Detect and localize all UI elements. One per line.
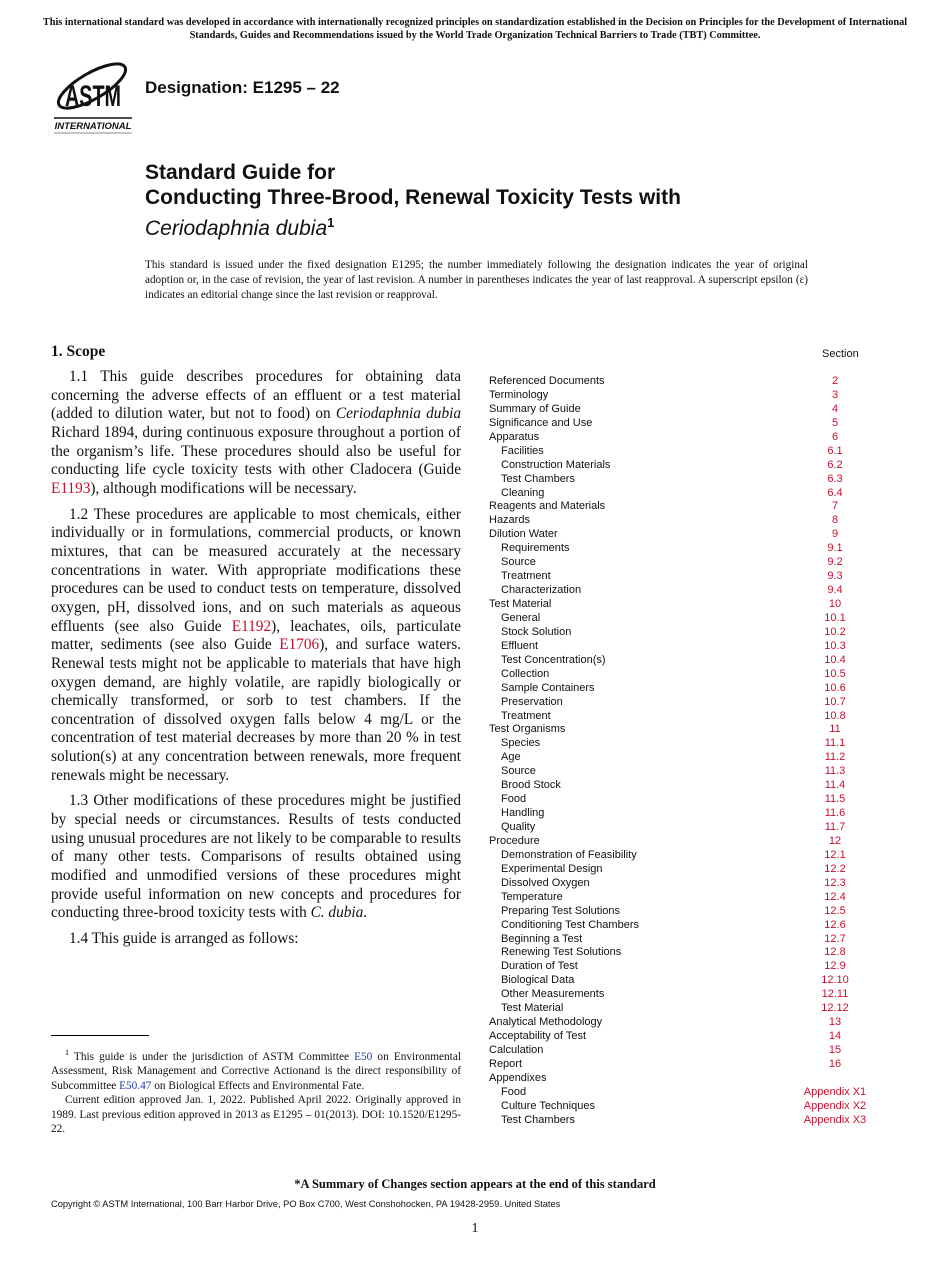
toc-label: Appendixes xyxy=(489,1071,547,1084)
toc-section-link[interactable]: Appendix X1 xyxy=(803,1085,867,1098)
toc-section-link[interactable]: 6.3 xyxy=(827,472,843,485)
wto-notice: This international standard was developed in accordance with internationally recognized principles on standardization established in the Decision on Principles for the Development of International Standards, Guides and Recommendations issued by the World Trade Organization Technical Barriers to Trade (TBT) Committee. xyxy=(42,17,908,41)
toc-label: Temperature xyxy=(501,890,563,903)
toc-row xyxy=(489,835,885,849)
issuance-note: This standard is issued under the fixed designation E1295; the number immediately following the designation indicates the year of original adoption or, in the case of revision, the year of last revision. A number in parentheses indicates the year of last reapproval. A superscript epsilon (ε) indicates an editorial change since the last revision or reapproval. xyxy=(145,259,808,301)
toc-label: Cleaning xyxy=(501,486,545,499)
paragraph-1-2: 1.2 These procedures are applicable to most chemicals, either individually or in formulations, commercial products, or known mixtures, that can be measured accurately at the necessary concentrations in water. With appropriate modifications these procedures can be used to conduct tests on temperature, dissolved oxygen, pH, dissolved ions, and on such materials as aqueous effluents (see also Guide E1192), leachates, oils, particulate matter, sediments (see also Guide E1706), and surface waters. Renewal tests might not be applicable to materials that have high oxygen demand, are highly volatile, are rapidly biologically or chemically transformed, or sorb to test chambers. If the concentration of dissolved oxygen falls below 4 mg/L or the concentration of test material decreases by more than 20 % in test solution(s) at any concentration between renewals, more frequent renewals might be necessary. xyxy=(51,505,461,784)
toc-section-link[interactable]: 10.3 xyxy=(824,639,846,652)
title-footnote-mark: 1 xyxy=(327,215,335,230)
toc-section-link[interactable]: 12.11 xyxy=(821,988,849,1001)
toc-section-link[interactable]: 11.4 xyxy=(824,779,846,792)
toc-row xyxy=(489,765,885,779)
toc-row xyxy=(489,1086,885,1100)
toc-row xyxy=(489,417,885,431)
toc-row xyxy=(489,933,885,947)
toc-section-link[interactable]: 12.2 xyxy=(824,862,846,875)
toc-label: Summary of Guide xyxy=(489,402,581,415)
toc-label: Test Material xyxy=(489,598,552,610)
toc-row xyxy=(489,473,885,487)
toc-label: Age xyxy=(501,751,521,764)
toc-section-link[interactable]: 12.9 xyxy=(824,960,846,973)
toc-label: Apparatus xyxy=(489,430,540,443)
toc-label: Biological Data xyxy=(501,974,575,987)
page-number: 1 xyxy=(471,1221,479,1236)
svg-text:INTERNATIONAL: INTERNATIONAL xyxy=(54,121,132,132)
toc-label: Food xyxy=(501,793,527,806)
toc-section-link[interactable]: 6.1 xyxy=(827,444,843,457)
toc-label: Renewing Test Solutions xyxy=(501,946,622,959)
toc-label: Significance and Use xyxy=(489,416,593,429)
toc-row xyxy=(489,1030,885,1044)
toc-row xyxy=(489,682,885,696)
toc-label: Dissolved Oxygen xyxy=(501,876,590,889)
toc-label: Treatment xyxy=(501,709,551,722)
toc-label: Other Measurements xyxy=(501,988,605,1001)
toc-label: Report xyxy=(489,1057,523,1070)
link-e50-47[interactable]: E50.47 xyxy=(119,1079,152,1092)
toc-row xyxy=(489,668,885,682)
toc-row xyxy=(489,640,885,654)
toc-section-link[interactable]: Appendix X3 xyxy=(803,1113,867,1126)
footnote-1: $^1$ This guide is under the jurisdiction of ASTM Committee E50 on Environmental Assessment, Risk Management and Corrective Actionand is the direct responsibility of Subcommittee E50.47 on Biological Effects and Environmental Fate. xyxy=(51,1048,461,1092)
toc-section-link[interactable]: 7 xyxy=(831,500,839,513)
toc-label: Terminology xyxy=(489,388,549,401)
toc-section-link[interactable]: 5 xyxy=(831,416,839,429)
astm-logo xyxy=(52,56,134,134)
toc-label: Species xyxy=(501,737,541,750)
svg-text:ASTM: ASTM xyxy=(65,80,121,113)
toc-section-link[interactable]: 9.1 xyxy=(827,542,843,555)
toc-label: Test Concentration(s) xyxy=(501,653,606,666)
toc-label: Dilution Water xyxy=(489,528,558,541)
toc-row xyxy=(489,542,885,556)
toc-row xyxy=(489,905,885,919)
toc-section-header: Section xyxy=(822,348,859,360)
toc-row xyxy=(489,487,885,501)
toc-label: Test Material xyxy=(501,1002,564,1015)
paragraph-1-1: 1.1 This guide describes procedures for obtaining data concerning the adverse effects of an effluent or a test material (added to dilution water, but not to food) on Ceriodaphnia dubia Richard 1894, during continuous exposure throughout a portion of the organism’s life. These procedures should also be useful for conducting life cycle toxicity tests with other Cladocera (Guide E1193), although modifications will be necessary. xyxy=(51,368,461,497)
toc-label: General xyxy=(501,611,541,624)
title-line-1: Standard Guide for xyxy=(145,161,336,184)
toc-label: Handling xyxy=(501,807,545,820)
copyright: Copyright © ASTM International, 100 Barr Harbor Drive, PO Box C700, West Conshohocken, PA 19428-2959. United States xyxy=(51,1199,561,1209)
toc-label: Food xyxy=(501,1085,527,1098)
toc-section-link[interactable]: 4 xyxy=(831,402,839,415)
toc-row xyxy=(489,1072,885,1086)
toc-row xyxy=(489,528,885,542)
toc-row xyxy=(489,375,885,389)
toc-section-link[interactable]: 12.8 xyxy=(824,946,846,959)
toc-label: Test Organisms xyxy=(489,723,566,736)
toc-row xyxy=(489,751,885,765)
toc-row xyxy=(489,877,885,891)
toc-section-link[interactable]: Appendix X2 xyxy=(803,1099,867,1112)
toc-label: Beginning a Test xyxy=(501,932,583,945)
toc-label: Source xyxy=(501,556,536,569)
footnote-divider xyxy=(51,1035,149,1036)
toc-label: Referenced Documents xyxy=(489,375,605,387)
toc-section-link[interactable]: 12.3 xyxy=(824,876,846,889)
toc-row xyxy=(489,863,885,877)
toc-section-link[interactable]: 10.1 xyxy=(824,611,846,624)
toc-label: Treatment xyxy=(501,570,551,583)
toc-row xyxy=(489,500,885,514)
toc-section-link[interactable]: 13 xyxy=(828,1016,842,1029)
toc-row xyxy=(489,960,885,974)
toc-label: Conditioning Test Chambers xyxy=(501,918,639,931)
toc-section-link[interactable]: 11.1 xyxy=(824,737,846,750)
toc-label: Acceptability of Test xyxy=(489,1030,587,1043)
toc-row xyxy=(489,1100,885,1114)
toc-label: Source xyxy=(501,765,536,778)
toc-row xyxy=(489,821,885,835)
toc-row xyxy=(489,598,885,612)
toc-row xyxy=(489,1058,885,1072)
toc-row xyxy=(489,431,885,445)
toc-section-link[interactable]: 12.5 xyxy=(824,904,846,917)
toc-section-link[interactable]: 9 xyxy=(831,528,839,541)
toc-label: Reagents and Materials xyxy=(489,500,606,513)
toc-section-link[interactable]: 12.10 xyxy=(821,974,849,987)
toc-section-link[interactable]: 6 xyxy=(831,430,839,443)
toc-label: Calculation xyxy=(489,1044,544,1056)
toc-section-link[interactable]: 11.3 xyxy=(824,765,846,778)
toc-row xyxy=(489,570,885,584)
toc-section-link[interactable]: 9.2 xyxy=(827,556,843,569)
toc-row xyxy=(489,1044,885,1058)
toc-row xyxy=(489,696,885,710)
toc-label: Analytical Methodology xyxy=(489,1016,603,1029)
toc-row xyxy=(489,723,885,737)
toc-section-link[interactable]: 12.7 xyxy=(824,932,846,945)
toc-row xyxy=(489,1002,885,1016)
link-e1193[interactable]: E1193 xyxy=(51,479,91,497)
toc-section-link[interactable]: 10.8 xyxy=(824,709,846,722)
link-e1706[interactable]: E1706 xyxy=(279,636,320,654)
toc-section-link[interactable]: 11.2 xyxy=(824,751,846,764)
toc-row xyxy=(489,654,885,668)
toc-row xyxy=(489,988,885,1002)
toc-label: Procedure xyxy=(489,834,540,847)
toc-row xyxy=(489,389,885,403)
toc-section-link[interactable]: 16 xyxy=(828,1057,842,1070)
toc-section-link[interactable]: 9.4 xyxy=(827,584,843,597)
scope-body xyxy=(51,368,461,956)
toc-label: Test Chambers xyxy=(501,1113,575,1126)
toc-row xyxy=(489,710,885,724)
toc-label: Quality xyxy=(501,821,536,833)
summary-of-changes-note: *A Summary of Changes section appears at the end of this standard xyxy=(294,1177,656,1191)
toc-section-link[interactable]: 3 xyxy=(831,388,839,401)
toc-row xyxy=(489,737,885,751)
toc-row xyxy=(489,584,885,598)
toc-section-link[interactable]: 12 xyxy=(828,834,842,847)
toc-row xyxy=(489,891,885,905)
toc-row xyxy=(489,793,885,807)
toc-row xyxy=(489,403,885,417)
toc-label: Sample Containers xyxy=(501,681,595,694)
toc-section-link[interactable]: 12.4 xyxy=(824,890,846,903)
toc-label: Test Chambers xyxy=(501,472,575,485)
toc-section-link[interactable]: 14 xyxy=(828,1030,842,1043)
toc-label: Collection xyxy=(501,667,550,680)
toc-section-link[interactable]: 10 xyxy=(828,598,842,610)
edition-note: Current edition approved Jan. 1, 2022. Published April 2022. Originally approved in 1989. Last previous edition approved in 2013 as E1295 – 01(2013). DOI: 10.1520/E1295-22. xyxy=(51,1094,461,1136)
toc-row xyxy=(489,919,885,933)
footnotes xyxy=(51,1046,461,1137)
toc-section-link[interactable]: 15 xyxy=(828,1044,842,1056)
toc-section-link[interactable]: 11.7 xyxy=(824,821,846,833)
toc-section-link[interactable]: 8 xyxy=(831,514,839,527)
toc-row xyxy=(489,612,885,626)
toc-label: Requirements xyxy=(501,542,570,555)
toc-label: Experimental Design xyxy=(501,862,603,875)
toc-section-link[interactable]: 11 xyxy=(829,723,841,736)
toc-label: Brood Stock xyxy=(501,779,561,792)
section-heading-scope: 1. Scope xyxy=(51,343,106,360)
toc-label: Preparing Test Solutions xyxy=(501,904,621,917)
toc-section-link[interactable]: 9.3 xyxy=(827,570,843,583)
toc-row xyxy=(489,779,885,793)
toc-section-link[interactable]: 11.6 xyxy=(824,807,846,820)
toc-label: Hazards xyxy=(489,514,530,527)
document-title xyxy=(145,160,681,241)
paragraph-1-3: 1.3 Other modifications of these procedures might be justified by special needs or circumstances. Results of tests conducted using unusual procedures are not likely to be comparable to results of many other tests. Comparisons of results obtained using modified and unmodified versions of these procedures might provide useful information on new concepts and procedures for conducting three-brood toxicity tests with C. dubia. xyxy=(51,792,461,922)
table-of-contents xyxy=(489,375,885,1128)
toc-label: Culture Techniques xyxy=(501,1099,595,1112)
title-line-3: Ceriodaphnia dubia xyxy=(145,217,328,240)
toc-section-link[interactable]: 10.5 xyxy=(824,667,846,680)
toc-row xyxy=(489,514,885,528)
paragraph-1-4: 1.4 This guide is arranged as follows: xyxy=(69,930,299,948)
toc-label: Preservation xyxy=(501,695,563,708)
link-e1192[interactable]: E1192 xyxy=(231,617,272,635)
toc-section-link[interactable]: 2 xyxy=(831,375,839,387)
toc-row xyxy=(489,459,885,473)
toc-row xyxy=(489,445,885,459)
toc-row xyxy=(489,946,885,960)
toc-section-link[interactable]: 6.4 xyxy=(827,486,843,499)
toc-label: Construction Materials xyxy=(501,458,611,471)
toc-row xyxy=(489,556,885,570)
toc-row xyxy=(489,1114,885,1128)
toc-row xyxy=(489,974,885,988)
toc-section-link[interactable]: 6.2 xyxy=(827,458,843,471)
toc-label: Duration of Test xyxy=(501,960,578,973)
toc-row xyxy=(489,807,885,821)
toc-label: Effluent xyxy=(501,639,539,652)
toc-section-link[interactable]: 12.6 xyxy=(824,918,846,931)
toc-section-link[interactable]: 10.7 xyxy=(824,695,846,708)
designation: Designation: E1295 – 22 xyxy=(145,78,340,97)
toc-section-link[interactable]: 12.12 xyxy=(821,1002,849,1015)
toc-row xyxy=(489,849,885,863)
link-e50[interactable]: E50 xyxy=(354,1050,373,1063)
toc-section-link[interactable]: 10.6 xyxy=(824,681,846,694)
toc-section-link[interactable]: 12.1 xyxy=(824,848,846,861)
toc-label: Stock Solution xyxy=(501,625,572,638)
toc-label: Demonstration of Feasibility xyxy=(501,848,637,861)
toc-row xyxy=(489,626,885,640)
toc-label: Characterization xyxy=(501,584,582,597)
toc-label: Facilities xyxy=(501,444,544,457)
title-line-2: Conducting Three-Brood, Renewal Toxicity Tests with xyxy=(145,186,681,209)
toc-section-link xyxy=(785,1072,885,1086)
toc-section-link[interactable]: 10.4 xyxy=(824,653,846,666)
toc-section-link[interactable]: 10.2 xyxy=(824,625,846,638)
toc-section-link[interactable]: 11.5 xyxy=(824,793,846,806)
toc-row xyxy=(489,1016,885,1030)
